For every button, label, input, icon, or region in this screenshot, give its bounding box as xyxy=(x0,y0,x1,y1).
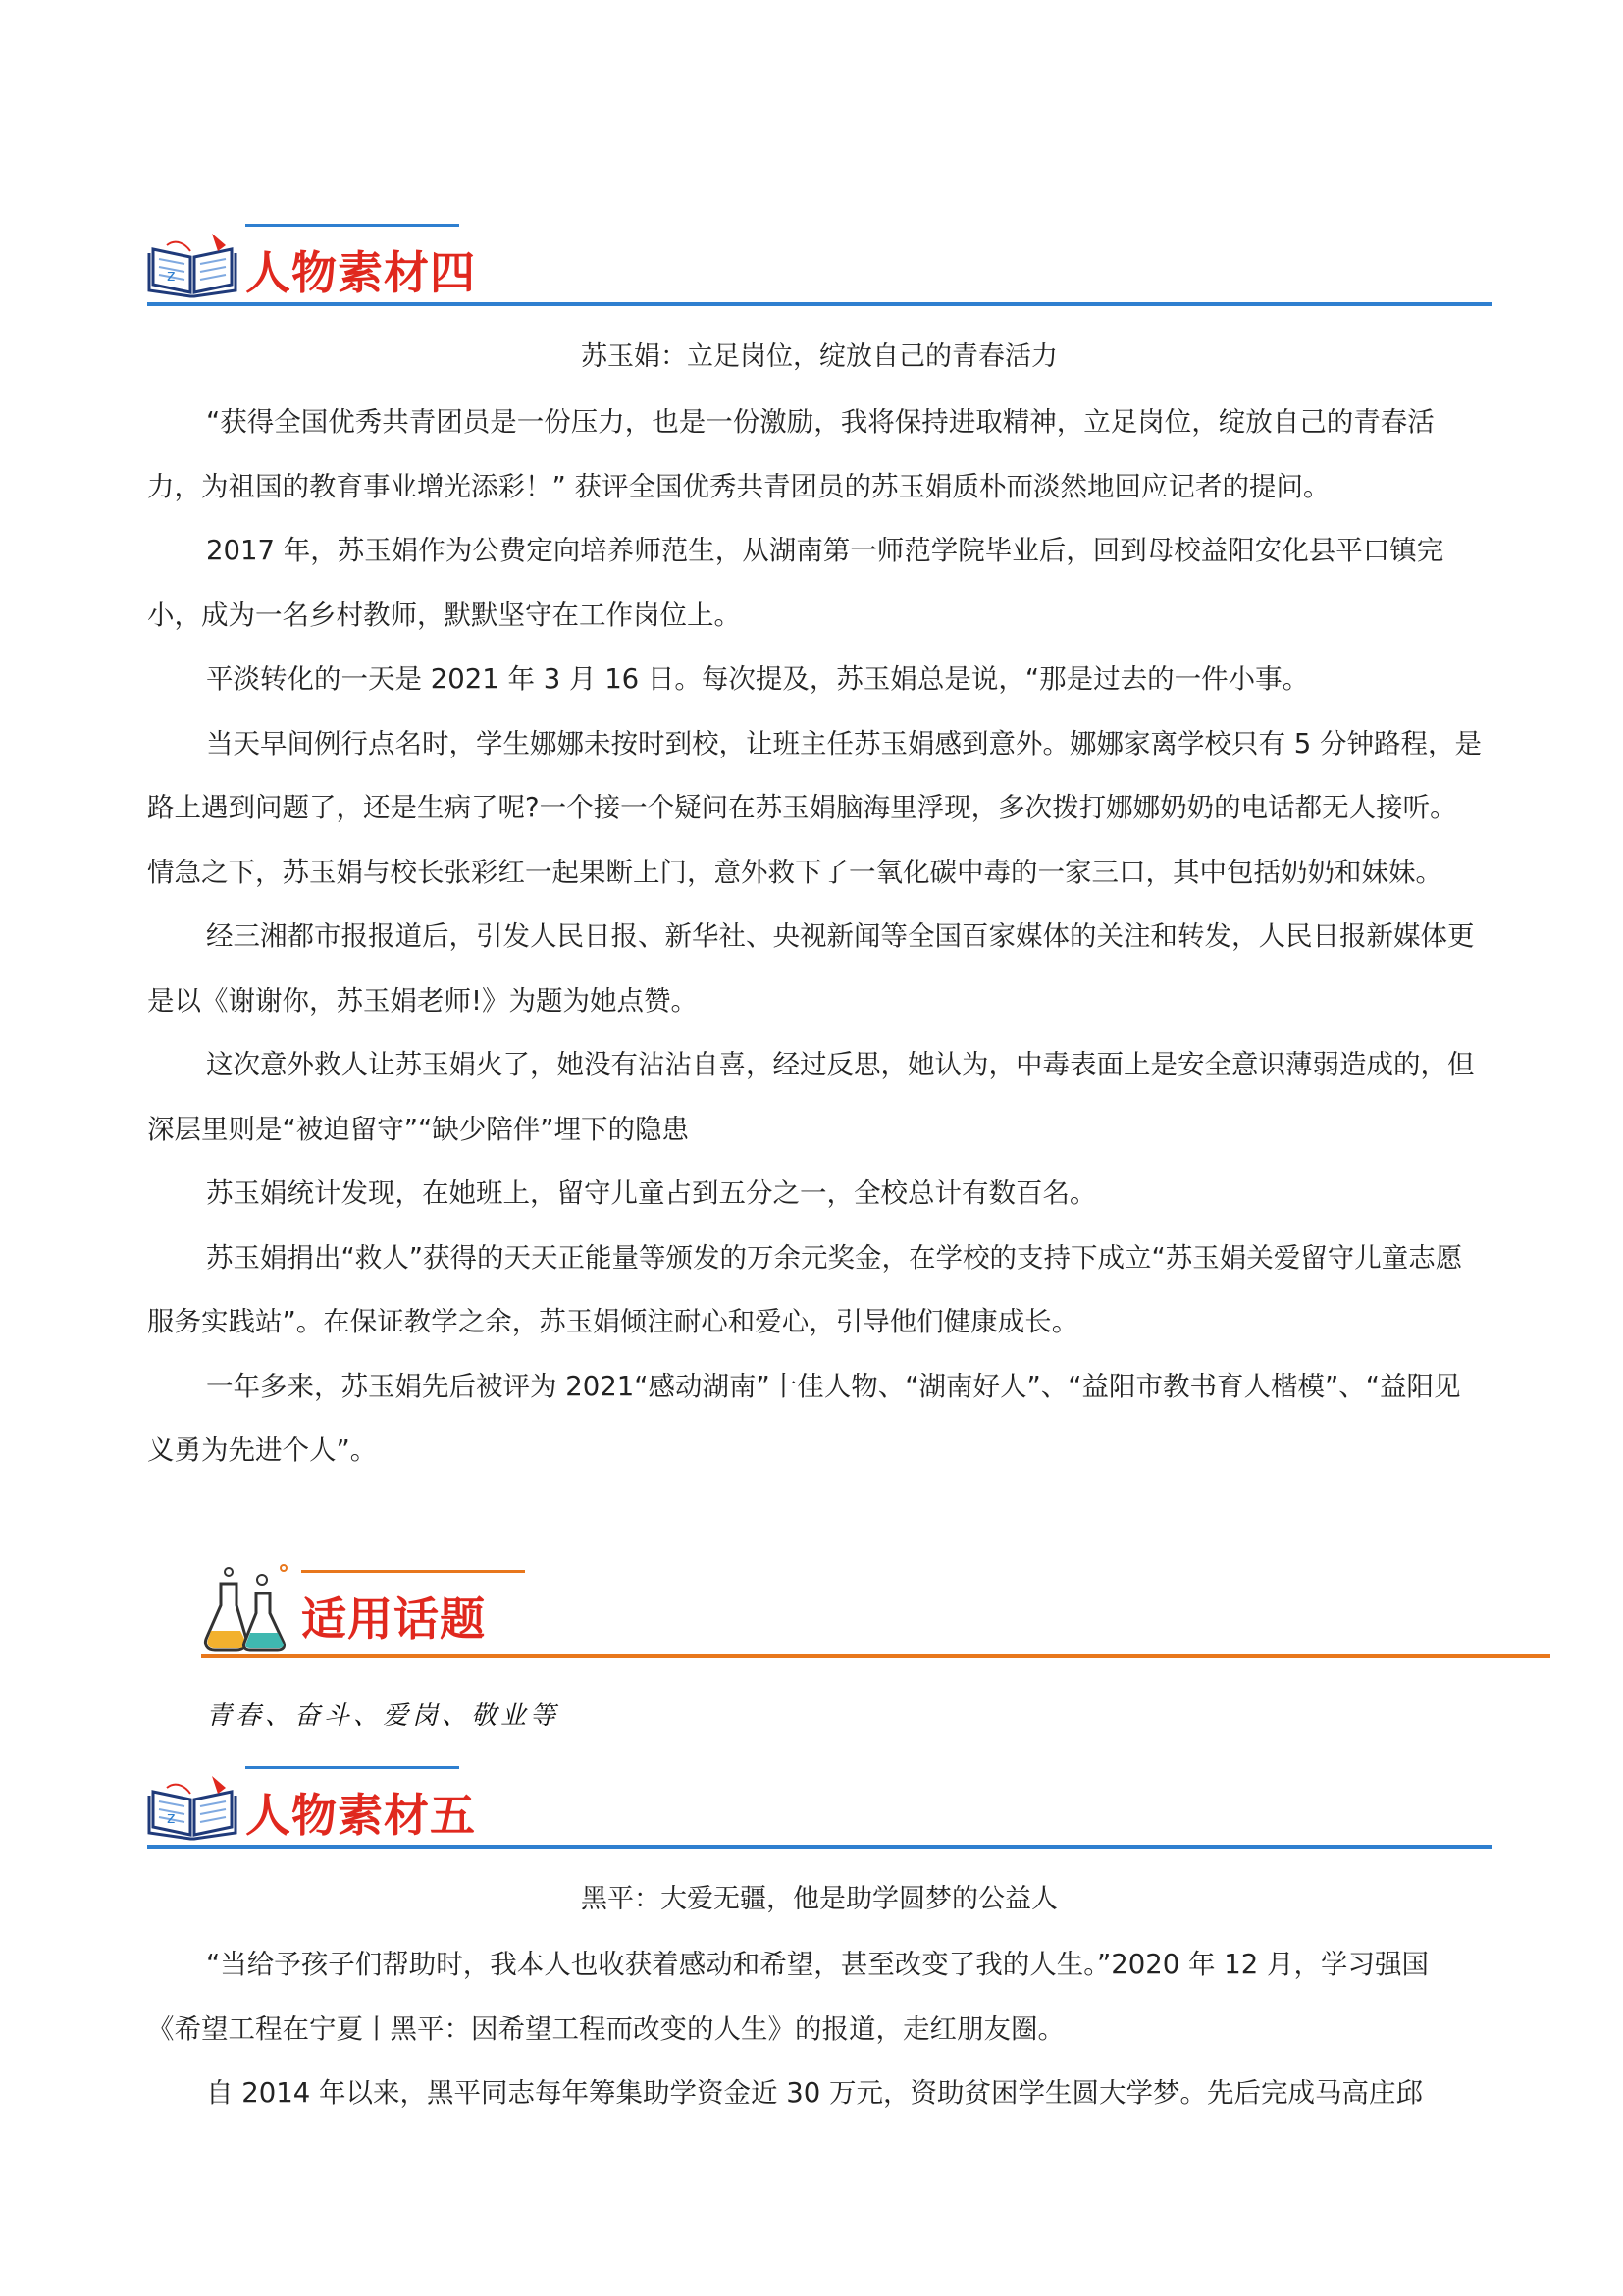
paragraph: 苏玉娟捐出“救人”获得的天天正能量等颁发的万余元奖金，在学校的支持下成立“苏玉娟关爱留守儿童志愿服务实践站”。在保证教学之余，苏玉娟倾注耐心和爱心，引导他们健康成长。 xyxy=(147,1241,1463,1337)
paragraph: 这次意外救人让苏玉娟火了，她没有沾沾自喜，经过反思，她认为，中毒表面上是安全意识薄弱造成的，但深层里则是“被迫留守”“缺少陪伴”埋下的隐患 xyxy=(147,1049,1475,1145)
section-heading: 人物素材四 xyxy=(245,246,476,299)
header-top-rule xyxy=(245,224,459,227)
svg-text:z: z xyxy=(167,266,176,285)
flask-icon xyxy=(201,1560,295,1654)
paragraph: 自 2014 年以来，黑平同志每年筹集助学资金近 30 万元，资助贫困学生圆大学梦。先后完成马高庄邱 xyxy=(206,2077,1423,2109)
topic-header xyxy=(201,1560,1550,1658)
section-header-4 xyxy=(147,224,1492,304)
paragraph: 苏玉娟统计发现，在她班上，留守儿童占到五分之一，全校总计有数百名。 xyxy=(206,1177,1097,1209)
paragraph: “获得全国优秀共青团员是一份压力，也是一份激励，我将保持进取精神，立足岗位，绽放自己的青春活力，为祖国的教育事业增光添彩！” 获评全国优秀共青团员的苏玉娟质朴而淡然地回应记者的提问。 xyxy=(147,406,1435,502)
header-top-rule xyxy=(301,1570,525,1573)
article-body-4 xyxy=(147,391,1482,1484)
paragraph: 一年多来，苏玉娟先后被评为 2021“感动湖南”十佳人物、“湖南好人”、“益阳市教书育人楷模”、“益阳见义勇为先进个人”。 xyxy=(147,1370,1461,1466)
paragraph: 经三湘都市报报道后，引发人民日报、新华社、央视新闻等全国百家媒体的关注和转发，人民日报新媒体更是以《谢谢你，苏玉娟老师!》为题为她点赞。 xyxy=(147,920,1475,1017)
header-top-rule xyxy=(245,1766,459,1769)
topics-list: 青春、奋斗、爱岗、敬业等 xyxy=(206,1701,560,1731)
header-bottom-rule xyxy=(147,302,1492,306)
section-heading: 人物素材五 xyxy=(245,1789,476,1842)
article-title: 黑平：大爱无疆，他是助学圆梦的公益人 xyxy=(581,1884,1058,1914)
header-bottom-rule xyxy=(147,1845,1492,1849)
paragraph: 平淡转化的一天是 2021 年 3 月 16 日。每次提及，苏玉娟总是说，“那是过去的一件小事。 xyxy=(206,663,1310,695)
section-header-5 xyxy=(147,1766,1492,1847)
paragraph: 2017 年，苏玉娟作为公费定向培养师范生，从湖南第一师范学院毕业后，回到母校益阳安化县平口镇完小，成为一名乡村教师，默默坚守在工作岗位上。 xyxy=(147,535,1444,631)
paragraph: “当给予孩子们帮助时，我本人也收获着感动和希望，甚至改变了我的人生。”2020 年 12 月，学习强国《希望工程在宁夏丨黑平：因希望工程而改变的人生》的报道，走红朋友圈。 xyxy=(147,1949,1429,2045)
paragraph: 当天早间例行点名时，学生娜娜未按时到校，让班主任苏玉娟感到意外。娜娜家离学校只有 5 分钟路程，是路上遇到问题了，还是生病了呢?一个接一个疑问在苏玉娟脑海里浮现，多次拨打娜娜奶奶的电话都无人接听。情急之下，苏玉娟与校长张彩红一起果断上门，意外救下了一氧化碳中毒的一家三口，其中包括奶奶和妹妹。 xyxy=(147,727,1482,888)
article-body-5 xyxy=(147,1933,1482,2126)
open-book-icon xyxy=(147,232,237,298)
open-book-icon xyxy=(147,1774,237,1841)
header-bottom-rule xyxy=(201,1654,1550,1658)
svg-text:z: z xyxy=(167,1808,176,1827)
topic-heading: 适用话题 xyxy=(301,1592,486,1645)
article-title: 苏玉娟：立足岗位，绽放自己的青春活力 xyxy=(581,341,1058,372)
